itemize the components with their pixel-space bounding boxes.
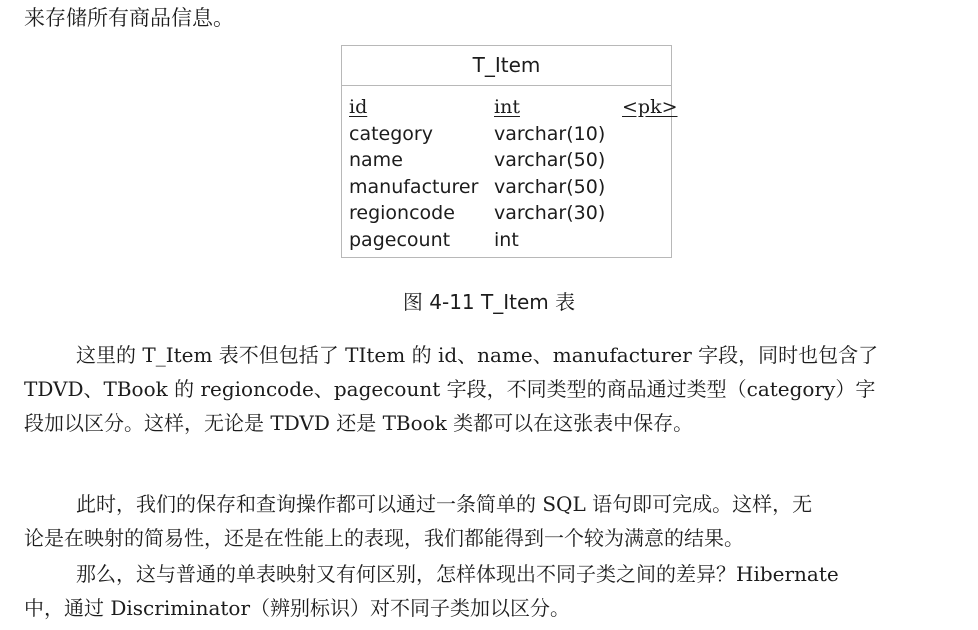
column-row bbox=[342, 94, 678, 121]
column-name: regioncode bbox=[349, 202, 455, 224]
paragraph-line: 中，通过 Discriminator（辨别标识）对不同子类加以区分。 bbox=[24, 596, 571, 620]
column-type: varchar(30) bbox=[494, 202, 606, 224]
column-type: int bbox=[494, 228, 519, 251]
column-type: varchar(50) bbox=[494, 149, 606, 171]
entity-title: T_Item bbox=[342, 46, 671, 86]
paragraph bbox=[24, 557, 954, 625]
column-name: name bbox=[349, 149, 403, 171]
primary-key-marker: <pk> bbox=[622, 96, 678, 118]
column-row bbox=[342, 174, 671, 201]
paragraph bbox=[24, 338, 954, 440]
column-row bbox=[342, 200, 671, 227]
paragraph-line: TDVD、TBook 的 regioncode、pagecount 字段，不同类型的商品通过类型（category）字 bbox=[24, 377, 876, 401]
column-type: int bbox=[494, 96, 520, 118]
column-type: varchar(50) bbox=[494, 175, 606, 198]
column-row bbox=[342, 121, 671, 148]
column-name: id bbox=[349, 96, 368, 118]
entity-columns bbox=[342, 94, 678, 253]
figure-caption: 图 4-11 T_Item 表 bbox=[402, 290, 576, 314]
paragraph-line: 这里的 T_Item 表不但包括了 TItem 的 id、name、manufacturer 字段，同时也包含了 bbox=[76, 343, 879, 367]
column-name: pagecount bbox=[349, 228, 451, 251]
paragraph-line: 此时，我们的保存和查询操作都可以通过一条简单的 SQL 语句即可完成。这样，无 bbox=[76, 492, 813, 516]
paragraph-line: 那么，这与普通的单表映射又有何区别，怎样体现出不同子类之间的差异？Hibernate bbox=[76, 562, 839, 586]
paragraph-line: 论是在映射的简易性，还是在性能上的表现，我们都能得到一个较为满意的结果。 bbox=[24, 526, 744, 550]
column-type: varchar(10) bbox=[494, 122, 606, 145]
intro-text: 来存储所有商品信息。 bbox=[24, 6, 234, 30]
column-row bbox=[342, 227, 671, 254]
column-name: manufacturer bbox=[349, 175, 479, 198]
entity-diagram bbox=[341, 45, 678, 258]
paragraph bbox=[24, 487, 954, 555]
column-row bbox=[342, 147, 671, 174]
paragraph-line: 段加以区分。这样，无论是 TDVD 还是 TBook 类都可以在这张表中保存。 bbox=[24, 411, 694, 435]
column-name: category bbox=[349, 122, 433, 145]
